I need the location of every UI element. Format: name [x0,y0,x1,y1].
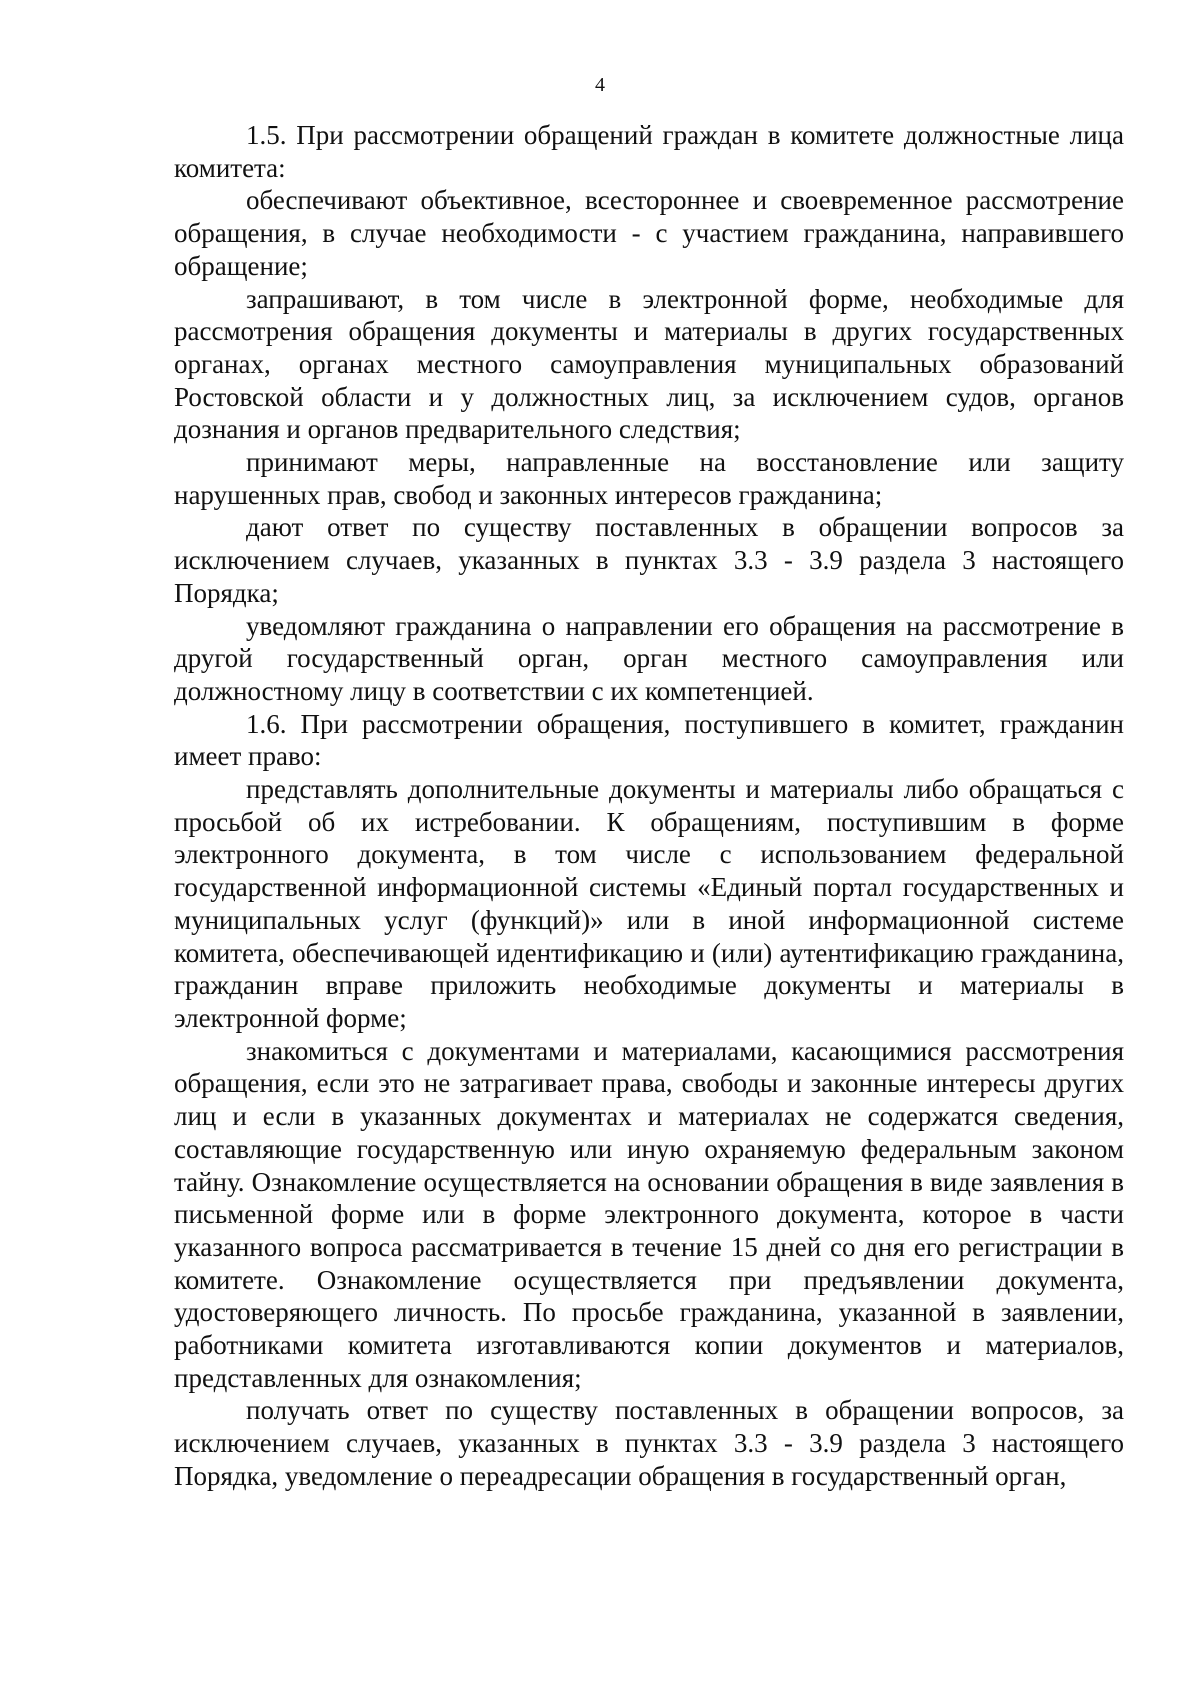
paragraph-ensure-review: обеспечивают объективное, всестороннее и своевременное рассмотрение обращения, в случае необходимости - с участием гражданина, направившего обращение; [174,185,1124,281]
document-body [174,119,1124,1493]
paragraph-receive-answer: получать ответ по существу поставленных в обращении вопросов, за исключением случаев, указанных в пунктах 3.3 - 3.9 раздела 3 настоящего Порядка, уведомление о переадресации обращения в государственный орган, [174,1395,1124,1491]
paragraph-1-6: 1.6. При рассмотрении обращения, поступившего в комитет, гражданин имеет право: [174,708,1124,772]
paragraph-request-documents: запрашивают, в том числе в электронной форме, необходимые для рассмотрения обращения документы и материалы в других государственных органах, органах местного самоуправления муниципальных образований Ростовской области и у должностных лиц, за исключением судов, органов дознания и органов предварительного следствия; [174,283,1124,445]
paragraph-1-5: 1.5. При рассмотрении обращений граждан в комитете должностные лица комитета: [174,120,1124,183]
paragraph-notify-redirect: уведомляют гражданина о направлении его обращения на рассмотрение в другой государственный орган, орган местного самоуправления или должностному лицу в соответствии с их компетенцией. [174,610,1124,706]
paragraph-give-answer: дают ответ по существу поставленных в обращении вопросов за исключением случаев, указанных в пунктах 3.3 - 3.9 раздела 3 настоящего Порядка; [174,512,1124,608]
paragraph-review-documents: знакомиться с документами и материалами, касающимися рассмотрения обращения, если это не затрагивает права, свободы и законные интересы других лиц и если в указанных документах и материалах не содержатся сведения, составляющие государственную или иную охраняемую федеральным законом тайну. Ознакомление осуществляется на основании обращения в виде заявления в письменной форме или в форме электронного документа, которое в части указанного вопроса рассматривается в течение 15 дней со дня его регистрации в комитете. Ознакомление осуществляется при предъявлении документа, удостоверяющего личность. По просьбе гражданина, указанной в заявлении, работниками комитета изготавливаются копии документов и материалов, представленных для ознакомления; [174,1035,1124,1393]
page-number: 4 [595,74,605,96]
paragraph-submit-materials: представлять дополнительные документы и материалы либо обращаться с просьбой об их истребовании. К обращениям, поступившим в форме электронного документа, в том числе с использованием федеральной государственной информационной системы «Единый портал государственных и муниципальных услуг (функций)» или в иной информационной системе комитета, обеспечивающей идентификацию и (или) аутентификацию гражданина, гражданин вправе приложить необходимые документы и материалы в электронной форме; [174,774,1124,1033]
paragraph-restore-rights: принимают меры, направленные на восстановление или защиту нарушенных прав, свобод и законных интересов гражданина; [174,447,1124,510]
